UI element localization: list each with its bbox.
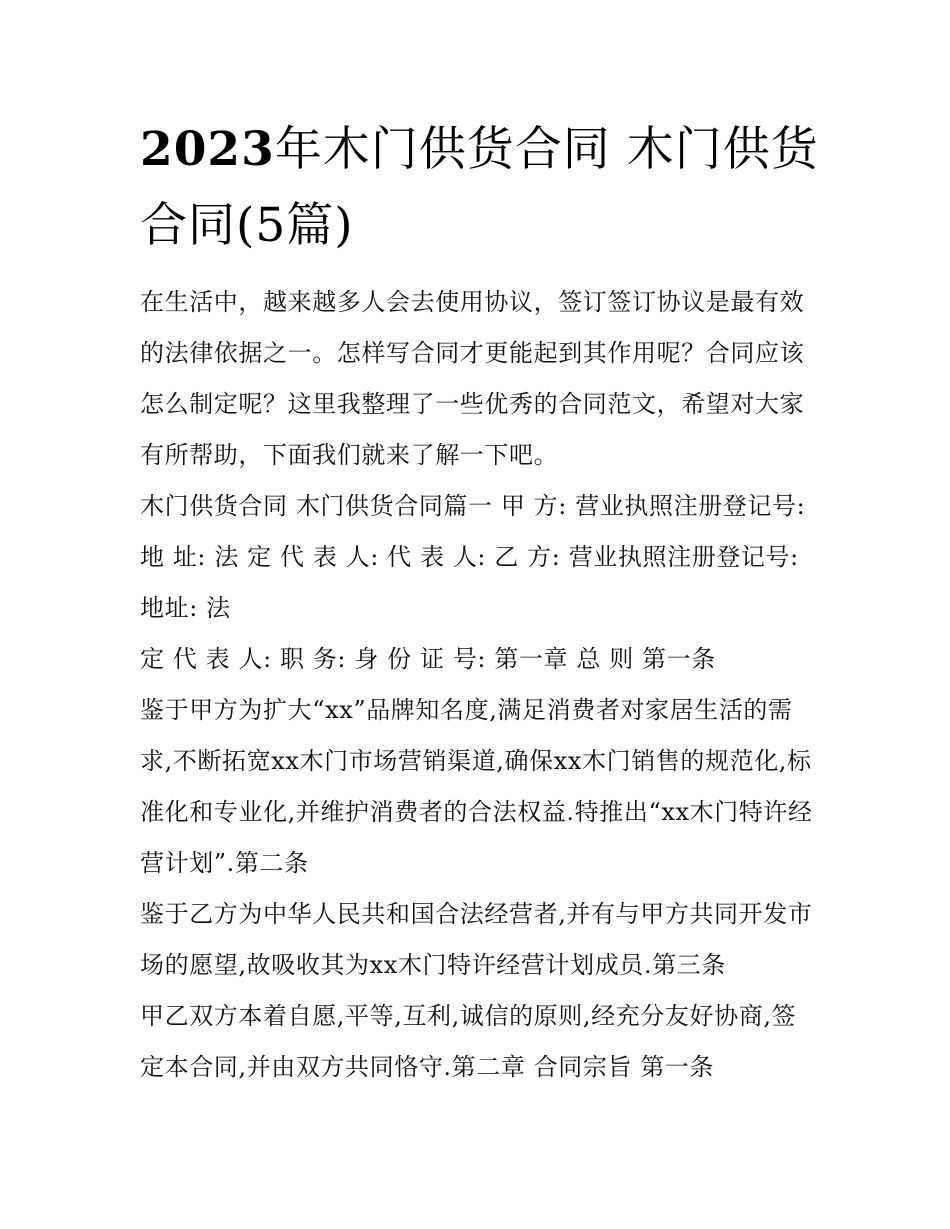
document-title	[140, 112, 820, 264]
intro-paragraph: 在生活中，越来越多人会去使用协议，签订签订协议是最有效的法律依据之一。怎样写合同才更能起到其作用呢？合同应该怎么制定呢？这里我整理了一些优秀的合同范文，希望对大家有所帮助，下面我们就来了解一下吧。	[140, 288, 805, 469]
article-one-paragraph: 鉴于甲方为扩大“xx”品牌知名度,满足消费者对家居生活的需求,不断拓宽xx木门市场营销渠道,确保xx木门销售的规范化,标准化和专业化,并维护消费者的合法权益.特推出“xx木门特许经营计划”.第二条	[140, 696, 813, 877]
parties-paragraph: 木门供货合同 木门供货合同篇一 甲 方: 营业执照注册登记号: 地 址: 法 定 代 表 人: 代 表 人: 乙 方: 营业执照注册登记号: 地址: 法	[140, 492, 806, 622]
article-three-paragraph: 甲乙双方本着自愿,平等,互利,诚信的原则,经充分友好协商,签定本合同,并由双方共同恪守.第二章 合同宗旨 第一条	[140, 1002, 797, 1081]
title-text: 年木门供货合同 木门供货合同(5篇)	[140, 122, 819, 253]
title-year: 2023	[140, 122, 275, 177]
article-two-paragraph: 鉴于乙方为中华人民共和国合法经营者,并有与甲方共同开发市场的愿望,故吸收其为xx木门特许经营计划成员.第三条	[140, 900, 813, 979]
parties-continued-paragraph: 定 代 表 人: 职 务: 身 份 证 号: 第一章 总 则 第一条	[140, 645, 716, 673]
